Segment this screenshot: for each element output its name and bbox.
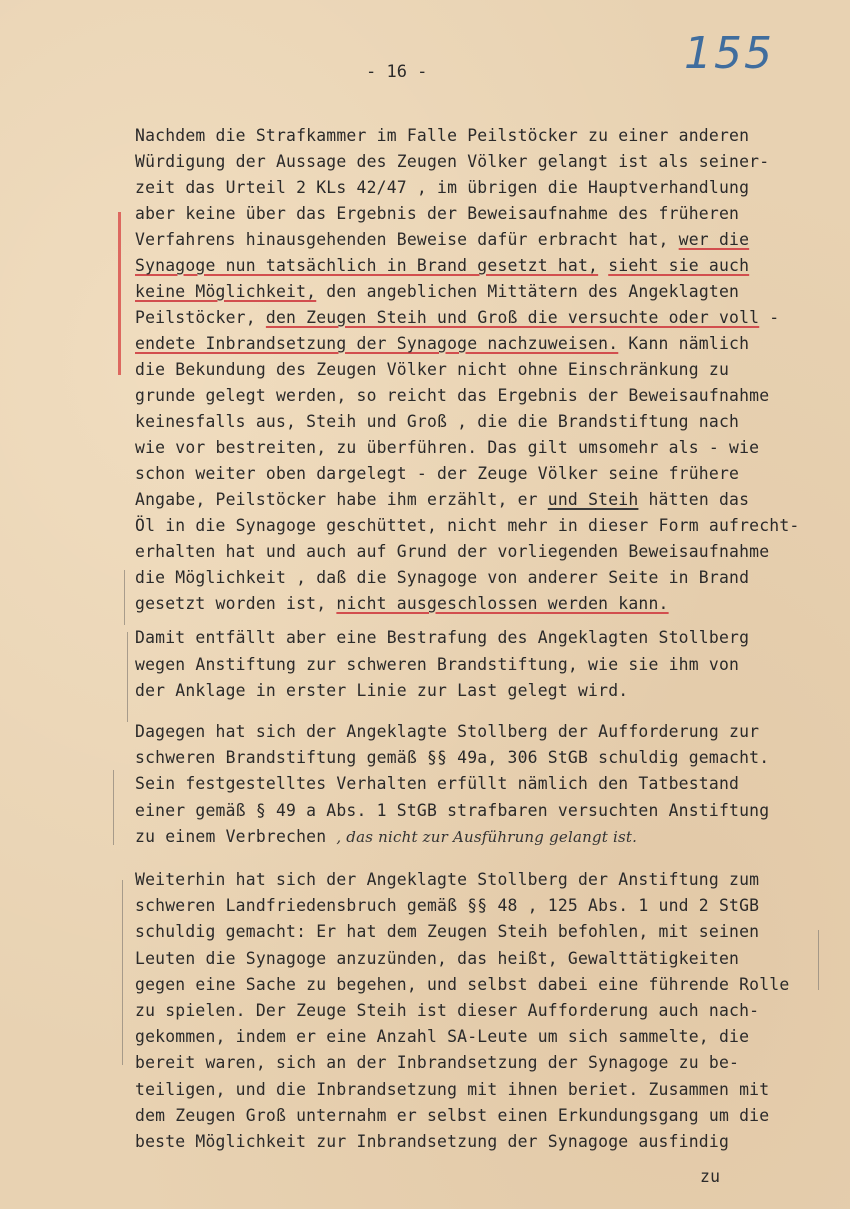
text-line bbox=[135, 308, 779, 328]
text-segment: schon weiter oben dargelegt - der Zeuge Völker seine frühere bbox=[135, 464, 740, 483]
text-line bbox=[135, 870, 759, 890]
text-line bbox=[135, 178, 749, 198]
catchword: zu bbox=[700, 1167, 721, 1186]
text-segment: Peilstöcker, bbox=[135, 308, 266, 327]
text-line bbox=[135, 949, 739, 969]
text-line bbox=[135, 681, 628, 701]
text-segment: zu spielen. Der Zeuge Steih ist dieser Aufforderung auch nach- bbox=[135, 1001, 760, 1020]
text-segment: die Bekundung des Zeugen Völker nicht ohne Einschränkung zu bbox=[135, 360, 730, 379]
pencil-margin-mark bbox=[124, 570, 125, 625]
text-segment: einer gemäß § 49 a Abs. 1 StGB strafbaren versuchten Anstiftung bbox=[135, 800, 770, 820]
text-line bbox=[135, 568, 749, 588]
text-segment: die Möglichkeit , daß die Synagoge von anderer Seite in Brand bbox=[135, 568, 750, 587]
underlined-text: keine Möglichkeit, bbox=[135, 282, 317, 301]
text-segment: Leuten die Synagoge anzuzünden, das heißt, Gewalttätigkeiten bbox=[135, 948, 740, 968]
text-line bbox=[135, 1001, 759, 1021]
pencil-margin-mark bbox=[127, 632, 128, 722]
text-segment: wie vor bestreiten, zu überführen. Das gilt umsomehr als - wie bbox=[135, 438, 760, 457]
text-segment: wegen Anstiftung zur schweren Brandstiftung, wie sie ihm von bbox=[135, 654, 740, 674]
underlined-text: wer die bbox=[678, 230, 750, 249]
handwritten-insertion: , das nicht zur Ausführung gelangt ist. bbox=[336, 827, 638, 846]
text-segment: Kann nämlich bbox=[618, 334, 750, 353]
text-segment: Angabe, Peilstöcker habe ihm erzählt, er bbox=[135, 490, 548, 509]
text-segment: Würdigung der Aussage des Zeugen Völker gelangt ist als seiner- bbox=[135, 152, 770, 171]
text-segment: aber keine über das Ergebnis der Beweisaufnahme des früheren bbox=[135, 204, 740, 223]
pencil-margin-mark bbox=[122, 880, 123, 1065]
text-line bbox=[135, 1106, 769, 1126]
pencil-margin-mark bbox=[113, 770, 114, 845]
text-segment: grunde gelegt werden, so reicht das Ergebnis der Beweisaufnahme bbox=[135, 386, 770, 405]
text-segment: schuldig gemacht: Er hat dem Zeugen Steih befohlen, mit seinen bbox=[135, 922, 760, 942]
text-segment: zeit das Urteil 2 KLs 42/47 , im übrigen die Hauptverhandlung bbox=[135, 178, 750, 197]
text-line bbox=[135, 896, 759, 916]
underlined-text: den Zeugen Steih und Groß die versuchte oder voll bbox=[265, 308, 760, 327]
text-line bbox=[135, 282, 739, 302]
text-segment: den angeblichen Mittätern des Angeklagten bbox=[316, 282, 740, 301]
text-line bbox=[135, 1053, 739, 1073]
text-segment bbox=[598, 256, 608, 275]
text-line bbox=[135, 230, 749, 250]
text-line bbox=[135, 594, 669, 614]
text-line bbox=[135, 438, 759, 458]
text-segment: teiligen, und die Inbrandsetzung mit ihnen beriet. Zusammen mit bbox=[135, 1079, 770, 1099]
text-line bbox=[135, 126, 749, 146]
text-segment: Verfahrens hinausgehenden Beweise dafür erbracht hat, bbox=[135, 230, 679, 249]
text-segment: Nachdem die Strafkammer im Falle Peilstöcker zu einer anderen bbox=[135, 126, 750, 145]
text-line bbox=[135, 334, 749, 354]
handwritten-folio-number: 155 bbox=[684, 28, 774, 79]
text-line bbox=[135, 628, 749, 648]
text-segment: Öl in die Synagoge geschüttet, nicht mehr in dieser Form aufrecht- bbox=[135, 516, 800, 535]
text-line bbox=[135, 412, 739, 432]
text-segment: der Anklage in erster Linie zur Last gelegt wird. bbox=[135, 681, 629, 700]
text-line bbox=[135, 1080, 769, 1100]
text-segment: dem Zeugen Groß unternahm er selbst einen Erkundungsgang um die bbox=[135, 1105, 770, 1125]
red-margin-mark bbox=[118, 212, 121, 375]
text-line bbox=[135, 360, 729, 380]
text-segment: Sein festgestelltes Verhalten erfüllt nämlich den Tatbestand bbox=[135, 774, 740, 794]
underlined-text: und Steih bbox=[547, 490, 639, 509]
text-segment: keinesfalls aus, Steih und Groß , die die Brandstiftung nach bbox=[135, 412, 740, 431]
text-segment: gegen eine Sache zu begehen, und selbst dabei eine führende Rolle bbox=[135, 974, 790, 994]
text-line bbox=[135, 152, 769, 172]
underlined-text: nicht ausgeschlossen werden kann. bbox=[336, 594, 669, 613]
text-line bbox=[135, 1132, 729, 1152]
text-line bbox=[135, 975, 789, 995]
text-line bbox=[135, 827, 637, 847]
text-segment: schweren Landfriedensbruch gemäß §§ 48 , 125 Abs. 1 und 2 StGB bbox=[135, 896, 760, 916]
text-line bbox=[135, 774, 739, 794]
text-line bbox=[135, 722, 759, 742]
text-line bbox=[135, 748, 769, 768]
text-segment: gekommen, indem er eine Anzahl SA-Leute um sich sammelte, die bbox=[135, 1027, 750, 1047]
text-line bbox=[135, 922, 759, 942]
text-segment: hätten das bbox=[638, 490, 750, 509]
text-segment: erhalten hat und auch auf Grund der vorliegenden Beweisaufnahme bbox=[135, 542, 770, 561]
text-segment: schweren Brandstiftung gemäß §§ 49a, 306 StGB schuldig gemacht. bbox=[135, 748, 770, 768]
text-segment: - bbox=[759, 308, 780, 327]
pencil-margin-mark bbox=[818, 930, 819, 990]
text-segment: Damit entfällt aber eine Bestrafung des Angeklagten Stollberg bbox=[135, 628, 750, 647]
text-line bbox=[135, 464, 739, 484]
text-line bbox=[135, 801, 769, 821]
page-number: - 16 - bbox=[366, 62, 428, 82]
text-segment: beste Möglichkeit zur Inbrandsetzung der Synagoge ausfindig bbox=[135, 1132, 730, 1151]
text-line bbox=[135, 204, 739, 224]
text-line bbox=[135, 516, 800, 536]
text-line bbox=[135, 655, 739, 675]
text-segment: Dagegen hat sich der Angeklagte Stollberg der Aufforderung zur bbox=[135, 722, 760, 741]
text-line bbox=[135, 386, 769, 406]
text-line bbox=[135, 490, 749, 510]
underlined-text: endete Inbrandsetzung der Synagoge nachzuweisen. bbox=[135, 334, 619, 353]
text-segment: gesetzt worden ist, bbox=[135, 594, 337, 613]
text-segment: Weiterhin hat sich der Angeklagte Stollberg der Anstiftung zum bbox=[135, 870, 760, 889]
underlined-text: Synagoge nun tatsächlich in Brand gesetzt hat, bbox=[135, 256, 599, 275]
underlined-text: sieht sie auch bbox=[608, 256, 750, 275]
text-segment: bereit waren, sich an der Inbrandsetzung der Synagoge zu be- bbox=[135, 1053, 740, 1073]
text-line bbox=[135, 1027, 749, 1047]
text-line bbox=[135, 542, 769, 562]
text-segment: zu einem Verbrechen bbox=[135, 826, 337, 846]
text-line bbox=[135, 256, 749, 276]
